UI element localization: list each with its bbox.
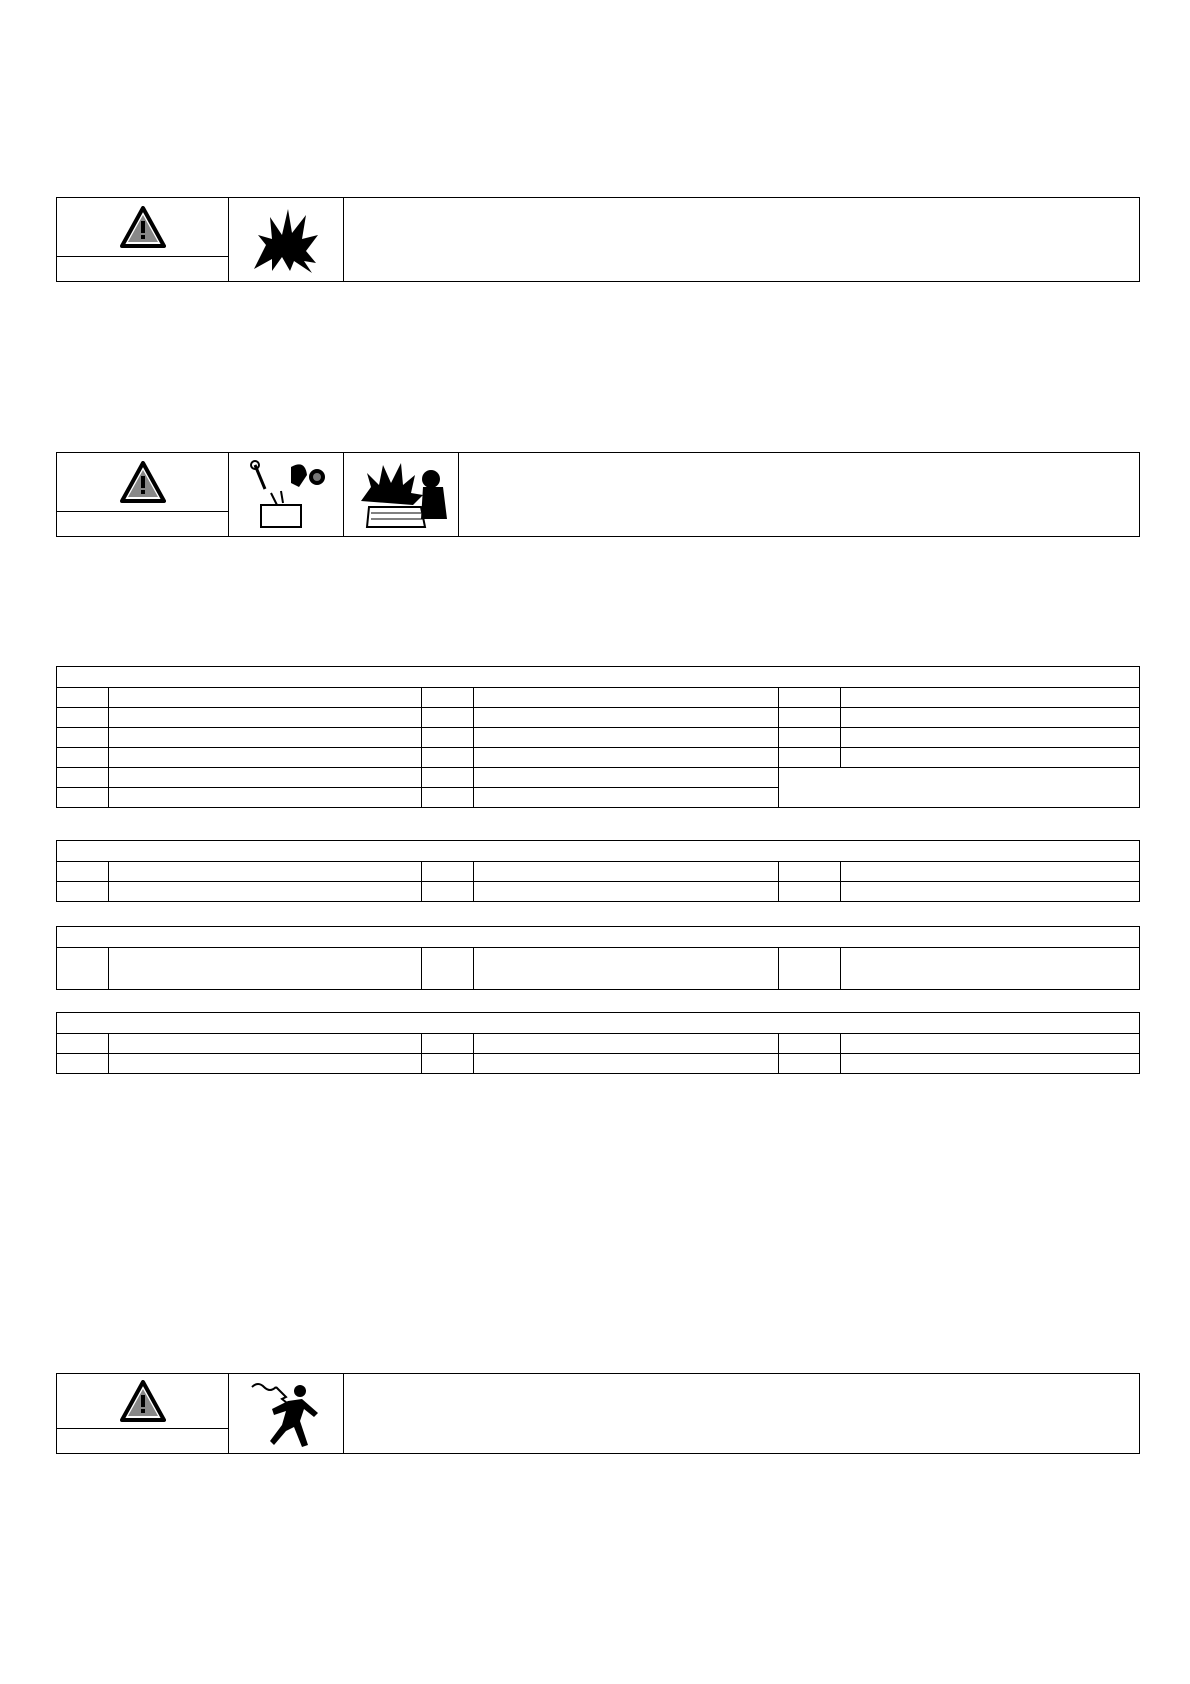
table-cell [841, 862, 1140, 882]
table-row [57, 948, 1140, 990]
table-cell [474, 708, 779, 728]
table-cell [474, 748, 779, 768]
table-cell [109, 1034, 422, 1054]
warning-triangle-icon [120, 206, 166, 248]
shock-pictogram [229, 1374, 344, 1453]
table-cell [57, 1034, 109, 1054]
table-cell [109, 708, 422, 728]
table-cell [474, 862, 779, 882]
table-row [57, 748, 1140, 768]
table-cell [474, 688, 779, 708]
table-cell [109, 768, 422, 788]
explosion-icon [250, 205, 322, 275]
table-cell [422, 748, 474, 768]
table-cell [57, 882, 109, 902]
warning-box-battery [56, 452, 1140, 537]
battery-pictogram [229, 453, 344, 536]
parts-table-1 [56, 666, 1140, 808]
table-cell [109, 748, 422, 768]
table-cell [841, 728, 1140, 748]
table-cell [779, 768, 1140, 808]
warning-header [57, 453, 229, 536]
fire-pictogram [344, 453, 459, 536]
table-title [57, 841, 1140, 862]
table-cell [841, 948, 1140, 990]
warning-triangle-icon [120, 1380, 166, 1422]
warning-text [459, 453, 1139, 536]
table-cell [422, 862, 474, 882]
table-row [57, 688, 1140, 708]
table-row [57, 862, 1140, 882]
table-cell [109, 728, 422, 748]
table-row [57, 708, 1140, 728]
table-row [57, 728, 1140, 748]
table-cell [109, 688, 422, 708]
warning-text [344, 1374, 1139, 1453]
table-row [57, 1034, 1140, 1054]
table-cell [109, 882, 422, 902]
flammable-fire-icon [351, 457, 451, 533]
table-cell [474, 882, 779, 902]
table-cell [57, 728, 109, 748]
table-cell [841, 1034, 1140, 1054]
warning-header [57, 198, 229, 281]
table-cell [57, 768, 109, 788]
table-cell [57, 788, 109, 808]
table-cell [474, 768, 779, 788]
table-cell [779, 748, 841, 768]
table-cell [422, 882, 474, 902]
table-title [57, 1013, 1140, 1034]
table-cell [841, 1054, 1140, 1074]
table-cell [57, 1054, 109, 1074]
parts-table-3 [56, 926, 1140, 990]
table-row [57, 882, 1140, 902]
table-cell [422, 948, 474, 990]
table-cell [474, 1034, 779, 1054]
table-cell [779, 688, 841, 708]
table-cell [57, 748, 109, 768]
table-row [57, 1054, 1140, 1074]
table-cell [779, 948, 841, 990]
warning-box-explosion [56, 197, 1140, 282]
table-title [57, 927, 1140, 948]
table-cell [841, 708, 1140, 728]
table-cell [474, 788, 779, 808]
table-cell [474, 948, 779, 990]
table-cell [109, 788, 422, 808]
table-row [57, 768, 1140, 788]
table-cell [422, 768, 474, 788]
table-cell [422, 688, 474, 708]
table-cell [779, 728, 841, 748]
table-cell [57, 708, 109, 728]
table-cell [109, 862, 422, 882]
table-cell [422, 1054, 474, 1074]
explosion-pictogram [229, 198, 344, 281]
warning-label [57, 256, 228, 281]
electric-shock-icon [248, 1379, 324, 1449]
warning-header [57, 1374, 229, 1453]
table-cell [779, 862, 841, 882]
table-cell [422, 708, 474, 728]
table-cell [779, 1054, 841, 1074]
table-cell [474, 728, 779, 748]
warning-label [57, 511, 228, 536]
table-cell [474, 1054, 779, 1074]
table-cell [422, 728, 474, 748]
table-cell [779, 1034, 841, 1054]
table-cell [841, 748, 1140, 768]
warning-label [57, 1428, 228, 1453]
table-cell [779, 708, 841, 728]
table-cell [779, 882, 841, 902]
battery-spark-icon [241, 457, 331, 533]
table-cell [841, 688, 1140, 708]
table-cell [57, 948, 109, 990]
parts-table-2 [56, 840, 1140, 902]
warning-text [344, 198, 1139, 281]
table-cell [422, 788, 474, 808]
warning-triangle-icon [120, 461, 166, 503]
table-cell [422, 1034, 474, 1054]
table-cell [109, 1054, 422, 1074]
table-title [57, 667, 1140, 688]
table-cell [57, 688, 109, 708]
table-cell [841, 882, 1140, 902]
warning-box-electric-shock [56, 1373, 1140, 1454]
parts-table-4 [56, 1012, 1140, 1074]
table-cell [109, 948, 422, 990]
table-cell [57, 862, 109, 882]
